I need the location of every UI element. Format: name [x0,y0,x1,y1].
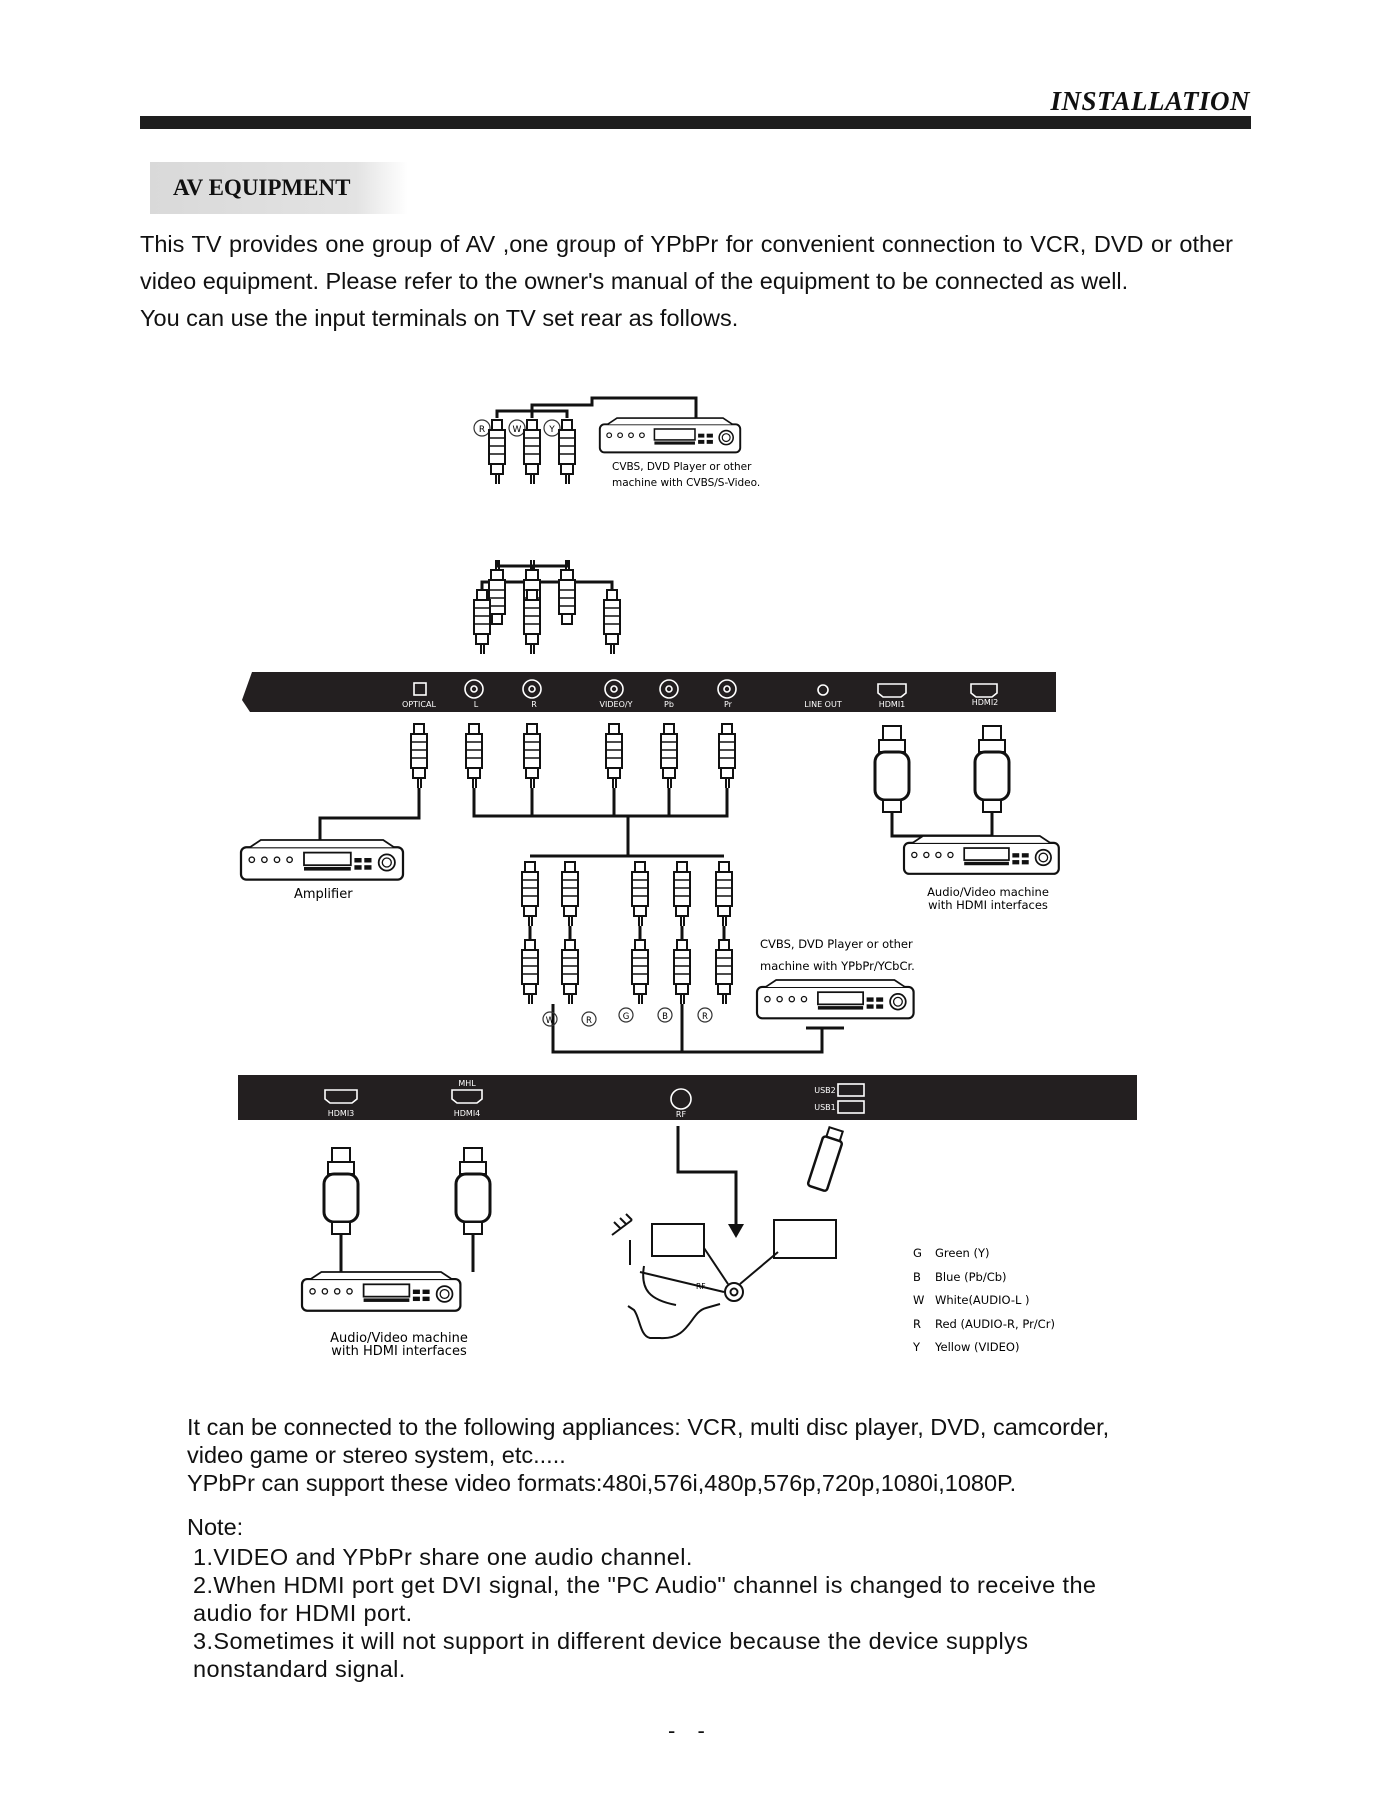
top-rca-plugs [474,420,620,654]
legend-desc-r: Red (AUDIO-R, Pr/Cr) [935,1317,1055,1331]
hdmi-device-left-label-2: with HDMI interfaces [331,1344,467,1359]
appliances-line-2: video game or stereo system, etc..... [187,1442,566,1468]
legend-key-g: G [913,1246,922,1260]
port-label-line-out: LINE OUT [804,700,842,709]
port-label-hdmi4: HDMI4 [453,1109,481,1118]
bottom-plug-label-g: G [622,1012,630,1022]
rear-panel-2 [238,1075,1137,1120]
port-label-pr: Pr [724,700,732,709]
port-label-usb1: USB1 [814,1103,836,1112]
note-item-3-cont: nonstandard signal. [193,1656,406,1682]
legend-key-y: Y [913,1340,921,1354]
legend-key-w: W [913,1293,925,1307]
hdmi-device-right [904,836,1059,874]
video-formats-line: YPbPr can support these video formats:480i,576i,480p,576p,720p,1080i,1080P. [187,1470,1017,1496]
legend-desc-y: Yellow (VIDEO) [935,1340,1020,1354]
port-label-pb: Pb [664,700,674,709]
port-label-rf: RF [675,1110,687,1119]
top-device-label-2: machine with CVBS/S-Video. [612,477,761,489]
ypbpr-device-label-2: machine with YPbPr/YCbCr. [760,959,915,973]
top-device-label-1: CVBS, DVD Player or other [612,461,752,473]
note-item-3: 3.Sometimes it will not support in different device because the device supplys [193,1628,1029,1654]
port-label-hdmi3: HDMI3 [327,1109,355,1118]
bottom-plug-label-b: B [662,1012,668,1022]
header-title: INSTALLATION [1050,86,1250,116]
usb-stick-icon [807,1126,845,1191]
panel1-rca-plugs [411,724,735,788]
rf-arrow [728,1224,744,1238]
antenna-hookup [612,1214,836,1338]
rf-label: RF [696,1282,706,1291]
port-label-r: R [531,700,537,709]
port-label-video-y: VIDEO/Y [599,700,633,709]
hdmi-device-left [302,1272,460,1311]
note-item-2-cont: audio for HDMI port. [193,1600,413,1626]
panel1-hdmi-plugs [875,726,1009,812]
page-number: - - [668,1718,713,1743]
top-plug-label-w: W [512,425,522,435]
legend-desc-g: Green (Y) [935,1246,990,1260]
panel2-hdmi-plugs [324,1148,490,1234]
hdmi-device-left-label-1: Audio/Video machine [330,1331,468,1346]
port-label-hdmi2: HDMI2 [971,698,999,707]
note-list [193,1543,1193,1683]
port-label-hdmi1: HDMI1 [878,700,906,709]
middle-rca-plugs [522,862,732,1004]
port-label-optical: OPTICAL [402,700,436,709]
top-plug-label-r: R [478,425,486,435]
rear-panel-1 [242,672,1056,712]
section-title: AV EQUIPMENT [173,175,351,200]
color-legend [912,1246,1055,1354]
amplifier-label: Amplifier [294,887,353,902]
legend-key-r: R [913,1317,921,1331]
bottom-plug-label-r2: R [702,1012,708,1022]
port-label-mhl: MHL [458,1079,476,1088]
bottom-plug-labels [543,1008,712,1026]
appliances-line-1: It can be connected to the following appliances: VCR, multi disc player, DVD, camcorder, [187,1414,1110,1440]
hdmi-device-right-label-1: Audio/Video machine [927,885,1049,899]
hdmi-device-right-label-2: with HDMI interfaces [928,898,1048,912]
appliances-text [187,1413,1187,1497]
port-label-l: L [473,700,479,709]
port-label-usb2: USB2 [814,1086,836,1095]
legend-desc-w: White(AUDIO-L ) [935,1293,1030,1307]
amplifier-device [241,840,403,880]
bottom-plug-label-w: W [545,1016,555,1026]
bottom-plug-label-r1: R [586,1016,592,1026]
intro-paragraph: This TV provides one group of AV ,one group of YPbPr for convenient connection to VCR, DVD or other video equipment. Please refer to the owner's manual of the equipment to be connected as well. [140,231,1233,294]
note-item-2: 2.When HDMI port get DVI signal, the "PC Audio" channel is changed to receive the [193,1572,1097,1598]
top-plug-labels [474,420,560,436]
intro-rear-line: You can use the input terminals on TV set rear as follows. [140,305,739,331]
legend-key-b: B [913,1270,921,1284]
top-plug-label-y: Y [549,425,555,435]
ypbpr-device [757,980,914,1018]
cvbs-device-top [600,418,740,452]
legend-desc-b: Blue (Pb/Cb) [935,1270,1007,1284]
ypbpr-device-label-1: CVBS, DVD Player or other [760,937,913,951]
note-item-1: 1.VIDEO and YPbPr share one audio channel. [193,1544,693,1570]
note-title: Note: [187,1514,244,1540]
